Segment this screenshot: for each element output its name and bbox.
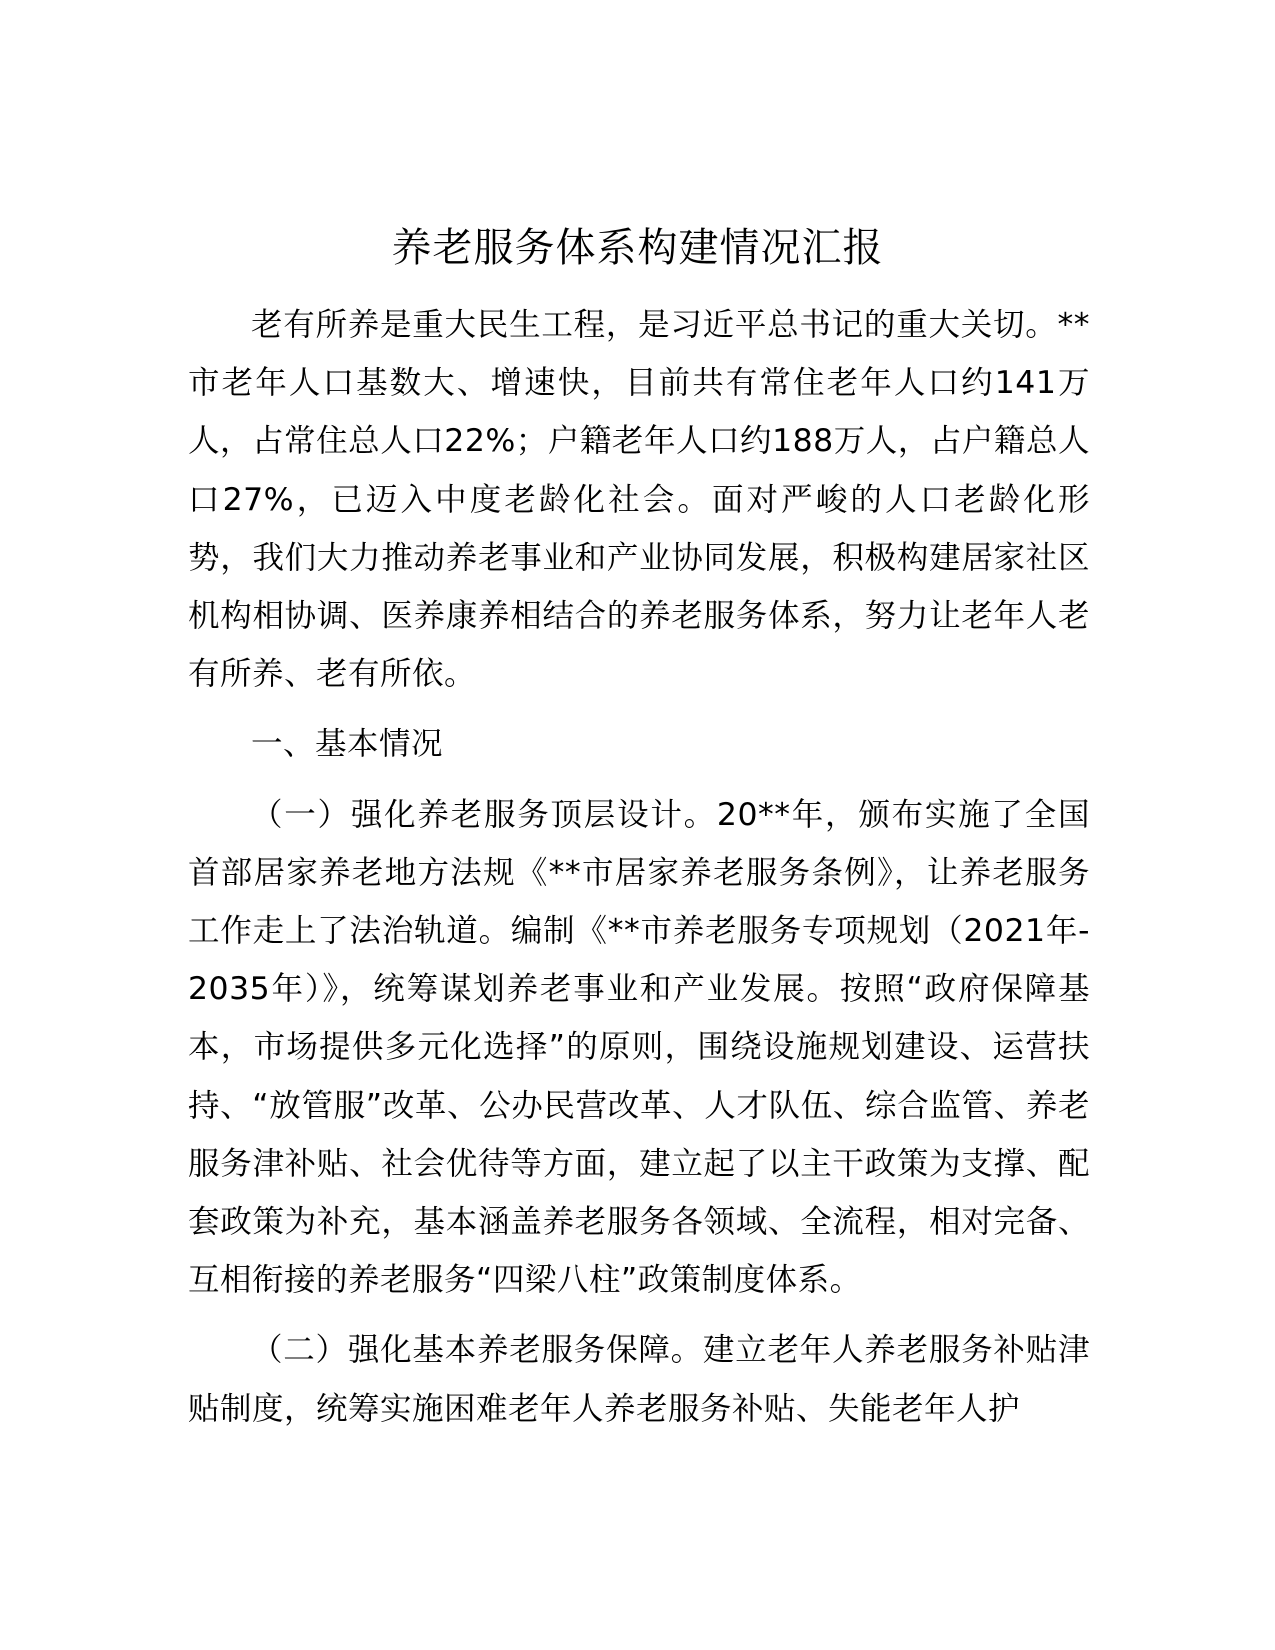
intro-paragraph: 老有所养是重大民生工程，是习近平总书记的重大关切。**市老年人口基数大、增速快，目前共有常住老年人口约141万人，占常住总人口22%；户籍老年人口约188万人，占户籍总人口27%，已迈入中度老龄化社会。面对严峻的人口老龄化形势，我们大力推动养老事业和产业协同发展，积极构建居家社区机构相协调、医养康养相结合的养老服务体系，努力让老年人老有所养、老有所依。	[188, 307, 1090, 693]
section-heading-basic-situation: 一、基本情况	[251, 726, 444, 763]
paragraph-top-level-design: （一）强化养老服务顶层设计。20**年，颁布实施了全国首部居家养老地方法规《**市居家养老服务条例》，让养老服务工作走上了法治轨道。编制《**市养老服务专项规划（2021年-2035年）》，统筹谋划养老事业和产业发展。按照“政府保障基本，市场提供多元化选择”的原则，围绕设施规划建设、运营扶持、“放管服”改革、公办民营改革、人才队伍、综合监管、养老服务津补贴、社会优待等方面，建立起了以主干政策为支撑、配套政策为补充，基本涵盖养老服务各领域、全流程，相对完备、互相衔接的养老服务“四梁八柱”政策制度体系。	[188, 796, 1090, 1299]
paragraph-basic-service-guarantee: （二）强化基本养老服务保障。建立老年人养老服务补贴津贴制度，统筹实施困难老年人养老服务补贴、失能老年人护	[188, 1332, 1090, 1427]
document-title: 养老服务体系构建情况汇报	[391, 225, 884, 271]
document-body	[188, 296, 1090, 1438]
